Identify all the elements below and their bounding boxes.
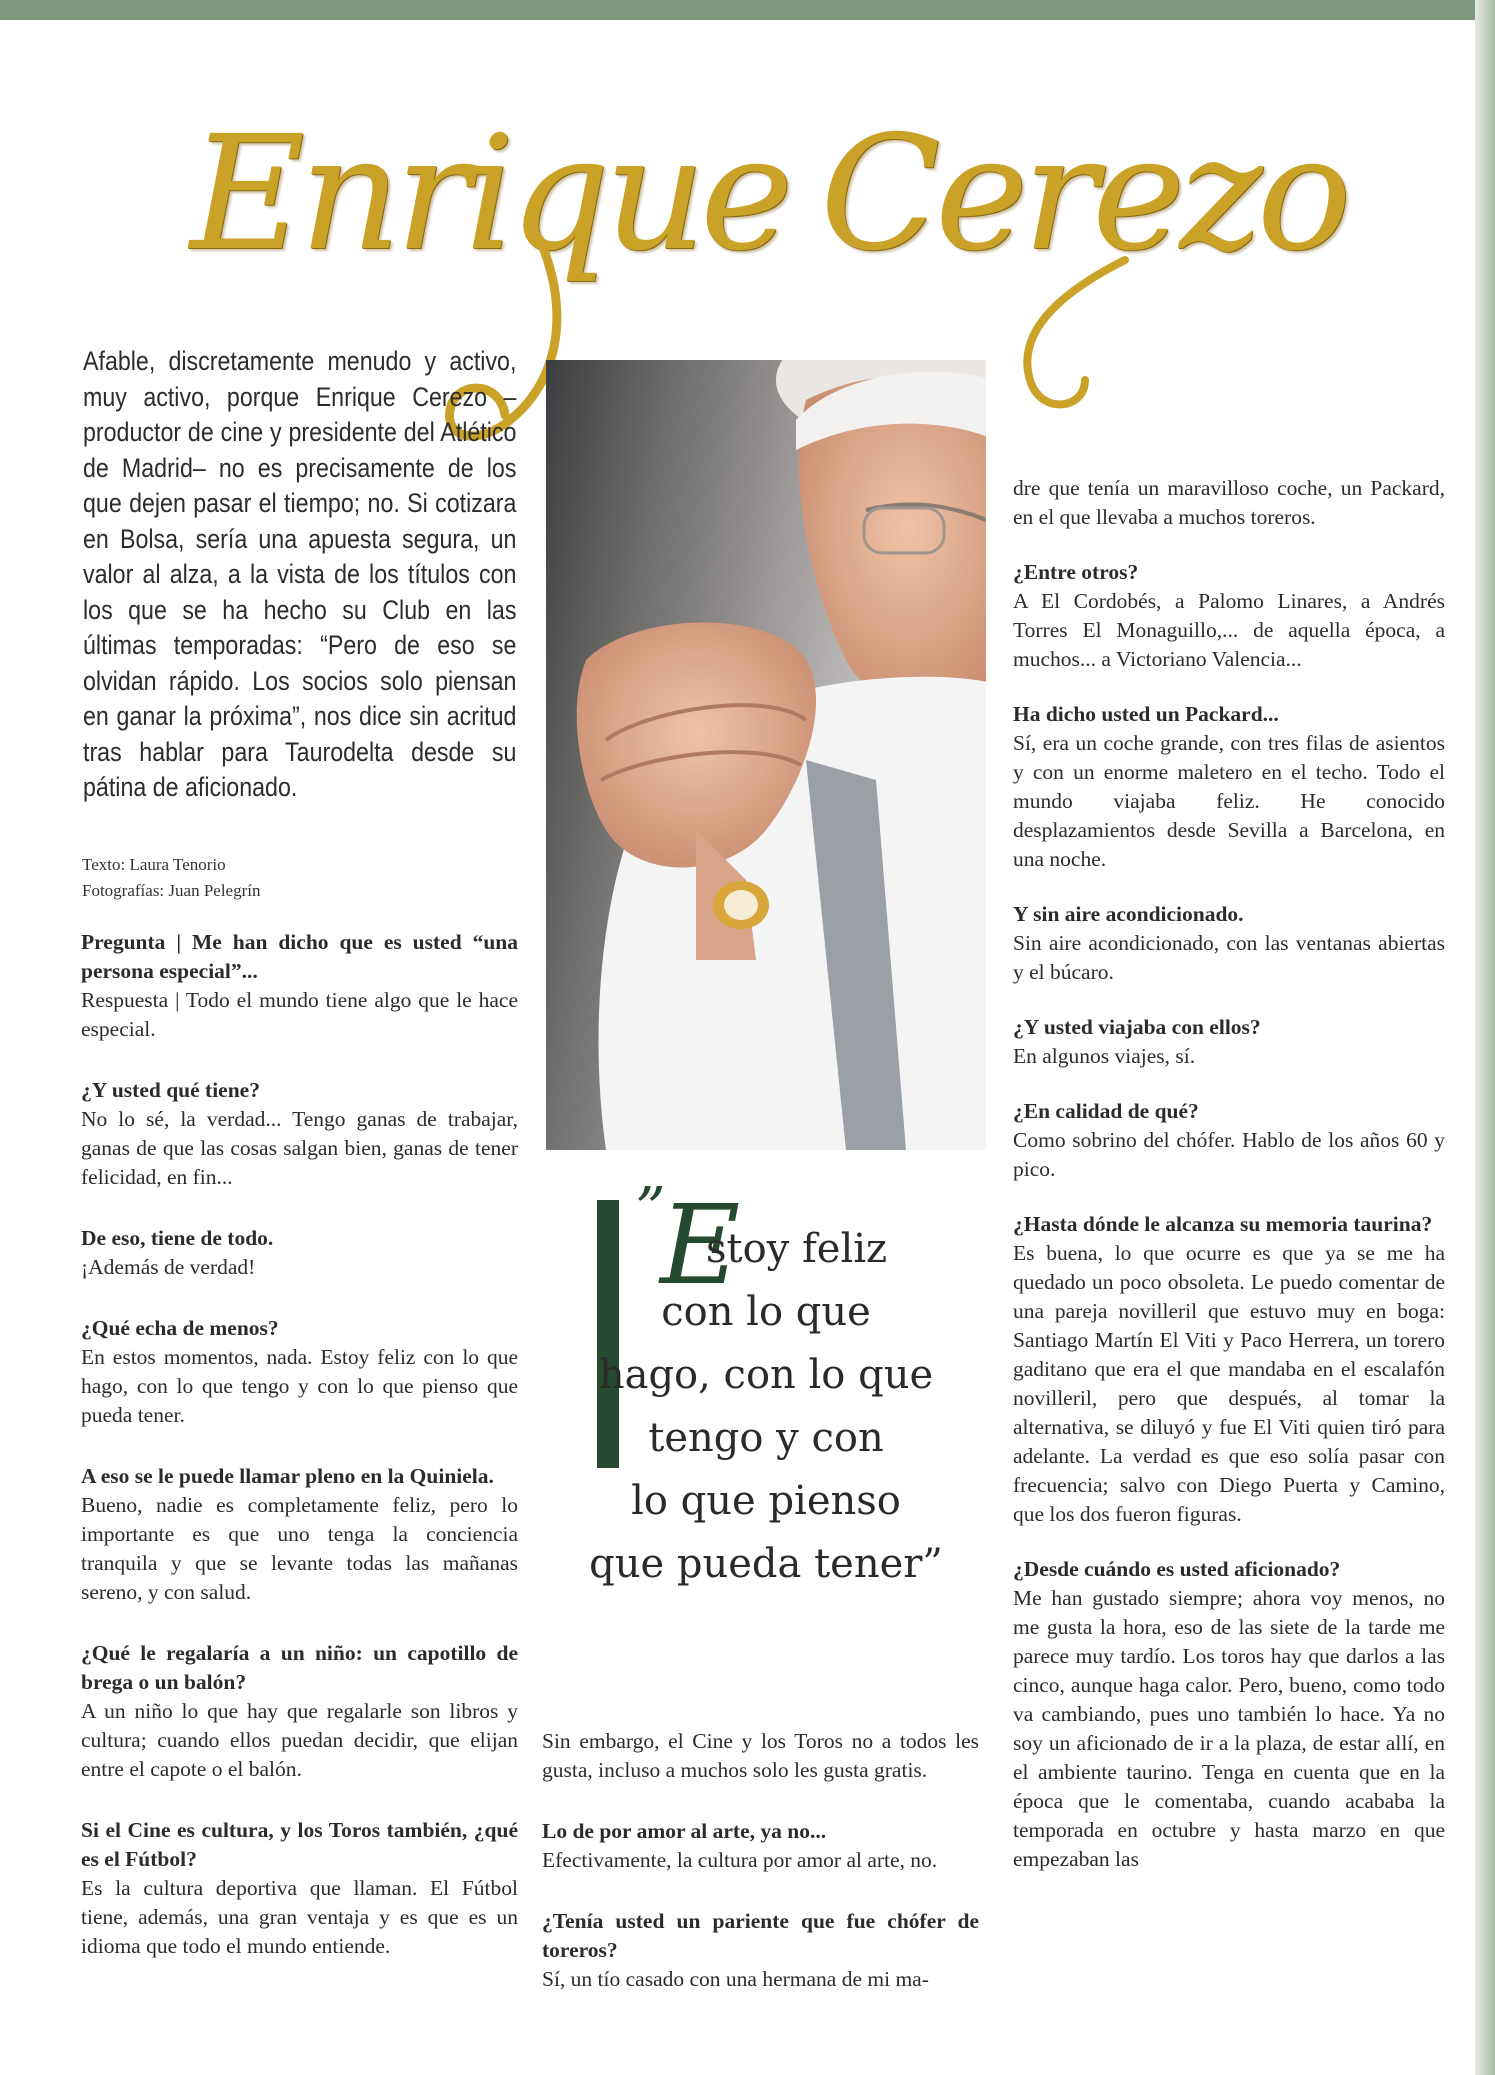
pullquote-quote-mark: ” xyxy=(635,1175,666,1245)
portrait-photo xyxy=(546,360,986,1150)
answer: Como sobrino del chófer. Hablo de los años 60 y pico. xyxy=(1013,1128,1445,1181)
question: Lo de por amor al arte, ya no... xyxy=(542,1819,827,1843)
pullquote-line: stoy feliz xyxy=(706,1226,888,1272)
top-border xyxy=(0,0,1495,20)
article-title xyxy=(180,95,1380,355)
answer: Sin aire acondicionado, con las ventanas abiertas y el búcaro. xyxy=(1013,931,1445,984)
article-intro: Afable, discretamente menudo y activo, muy activo, porque Enrique Cerezo –productor de cine y presidente del Atlético de Madrid– no es precisamente de los que dejen pasar el tiempo; no. Si cotizara en Bolsa, sería una apuesta segura, un valor al alza, a la vista de los títulos con los que se ha hecho su Club en las últimas temporadas: “Pero de eso se olvidan rápido. Los socios solo piensan en ganar la próxima”, nos dice sin acritud tras hablar para Taurodelta desde su pátina de aficionado. xyxy=(83,346,517,802)
answer: Sí, era un coche grande, con tres filas de asientos y con un enorme maletero en el techo. Todo el mundo viajaba feliz. He conocido desplazamientos desde Sevilla a Barcelona, en una noche. xyxy=(1013,731,1445,871)
question: ¿Tenía usted un pariente que fue chófer de toreros? xyxy=(542,1909,979,1962)
pullquote-line: que pueda tener” xyxy=(589,1541,943,1587)
credit-text-author: Texto: Laura Tenorio xyxy=(82,855,226,874)
pullquote-initial: E xyxy=(660,1181,741,1309)
credit-photo-author: Fotografías: Juan Pelegrín xyxy=(82,881,261,900)
right-column xyxy=(1013,474,1445,1900)
pullquote-line: lo que pienso xyxy=(631,1478,901,1524)
answer: Bueno, nadie es completamente feliz, pero lo importante es que uno tenga la conciencia tranquila y que se levante todas las mañanas sereno, y con salud. xyxy=(81,1493,518,1604)
question: Ha dicho usted un Packard... xyxy=(1013,702,1279,726)
answer: En algunos viajes, sí. xyxy=(1013,1044,1196,1068)
answer: dre que tenía un maravilloso coche, un Packard, en el que llevaba a muchos toreros. xyxy=(1013,476,1445,529)
answer: Sí, un tío casado con una hermana de mi ma- xyxy=(542,1967,929,1991)
question: Y sin aire acondicionado. xyxy=(1013,902,1244,926)
question: ¿Qué le regalaría a un niño: un capotillo de brega o un balón? xyxy=(81,1641,518,1694)
answer: No lo sé, la verdad... Tengo ganas de trabajar, ganas de que las cosas salgan bien, ganas de tener felicidad, en fin... xyxy=(81,1107,518,1189)
answer: Sin embargo, el Cine y los Toros no a todos les gusta, incluso a muchos solo les gusta gratis. xyxy=(542,1729,979,1782)
question: ¿Hasta dónde le alcanza su memoria taurina? xyxy=(1013,1212,1433,1236)
question: De eso, tiene de todo. xyxy=(81,1226,274,1250)
question: A eso se le puede llamar pleno en la Quiniela. xyxy=(81,1464,494,1488)
question: ¿Desde cuándo es usted aficionado? xyxy=(1013,1557,1341,1581)
question: ¿Y usted viajaba con ellos? xyxy=(1013,1015,1261,1039)
answer: Es la cultura deportiva que llaman. El Fútbol tiene, además, una gran ventaja y es que es un idioma que todo el mundo entiende. xyxy=(81,1876,518,1958)
title-last-name: Cerezo xyxy=(820,102,1346,286)
right-page-edge xyxy=(1475,0,1495,2075)
pullquote-line: con lo que xyxy=(661,1289,871,1335)
answer: Efectivamente, la cultura por amor al arte, no. xyxy=(542,1848,938,1872)
article-credits xyxy=(82,852,482,904)
question: Si el Cine es cultura, y los Toros también, ¿qué es el Fútbol? xyxy=(81,1818,518,1871)
left-column xyxy=(81,928,518,1993)
question: ¿Y usted qué tiene? xyxy=(81,1078,260,1102)
answer: Me han gustado siempre; ahora voy menos, no me gusta la hora, eso de las siete de la tarde me parece muy tardío. Los toros hay que darlos a las cinco, aunque haga calor. Pero, bueno, como todo va cambiando, pues uno también lo hace. Ya no soy un aficionado de ir a la plaza, de estar allí, en el ambiente taurino. Tenga en cuenta que en la época que le comentaba, cuando acababa la temporada en octubre y hasta marzo en que empezaban las xyxy=(1013,1586,1445,1871)
title-first-name: Enrique xyxy=(190,102,788,286)
pullquote xyxy=(556,1218,976,1596)
middle-column xyxy=(542,1727,979,2026)
pullquote-line: hago, con lo que xyxy=(598,1352,934,1398)
pullquote-line: tengo y con xyxy=(648,1415,884,1461)
answer: Respuesta | Todo el mundo tiene algo que le hace especial. xyxy=(81,988,518,1041)
answer: ¡Además de verdad! xyxy=(81,1255,256,1279)
question: ¿Qué echa de menos? xyxy=(81,1316,279,1340)
answer: A El Cordobés, a Palomo Linares, a Andrés Torres El Monaguillo,... de aquella época, a muchos... a Victoriano Valencia... xyxy=(1013,589,1445,671)
answer: En estos momentos, nada. Estoy feliz con lo que hago, con lo que tengo y con lo que pienso que pueda tener. xyxy=(81,1345,518,1427)
question: Pregunta | Me han dicho que es usted “una persona especial”... xyxy=(81,930,518,983)
answer: A un niño lo que hay que regalarle son libros y cultura; cuando ellos puedan decidir, que elijan entre el capote o el balón. xyxy=(81,1699,518,1781)
question: ¿En calidad de qué? xyxy=(1013,1099,1199,1123)
question: ¿Entre otros? xyxy=(1013,560,1139,584)
answer: Es buena, lo que ocurre es que ya se me ha quedado un poco obsoleta. Le puedo comentar de una pareja novilleril que estuvo muy en boga: Santiago Martín El Viti y Paco Herrera, un torero gaditano que era el que mandaba en el escalafón novilleril, pero que después, al tomar la alternativa, se diluyó y fue El Viti quien tiró para adelante. La verdad es que eso solía pasar con frecuencia; salvo con Diego Puerta y Camino, que los dos fueron figuras. xyxy=(1013,1241,1445,1526)
